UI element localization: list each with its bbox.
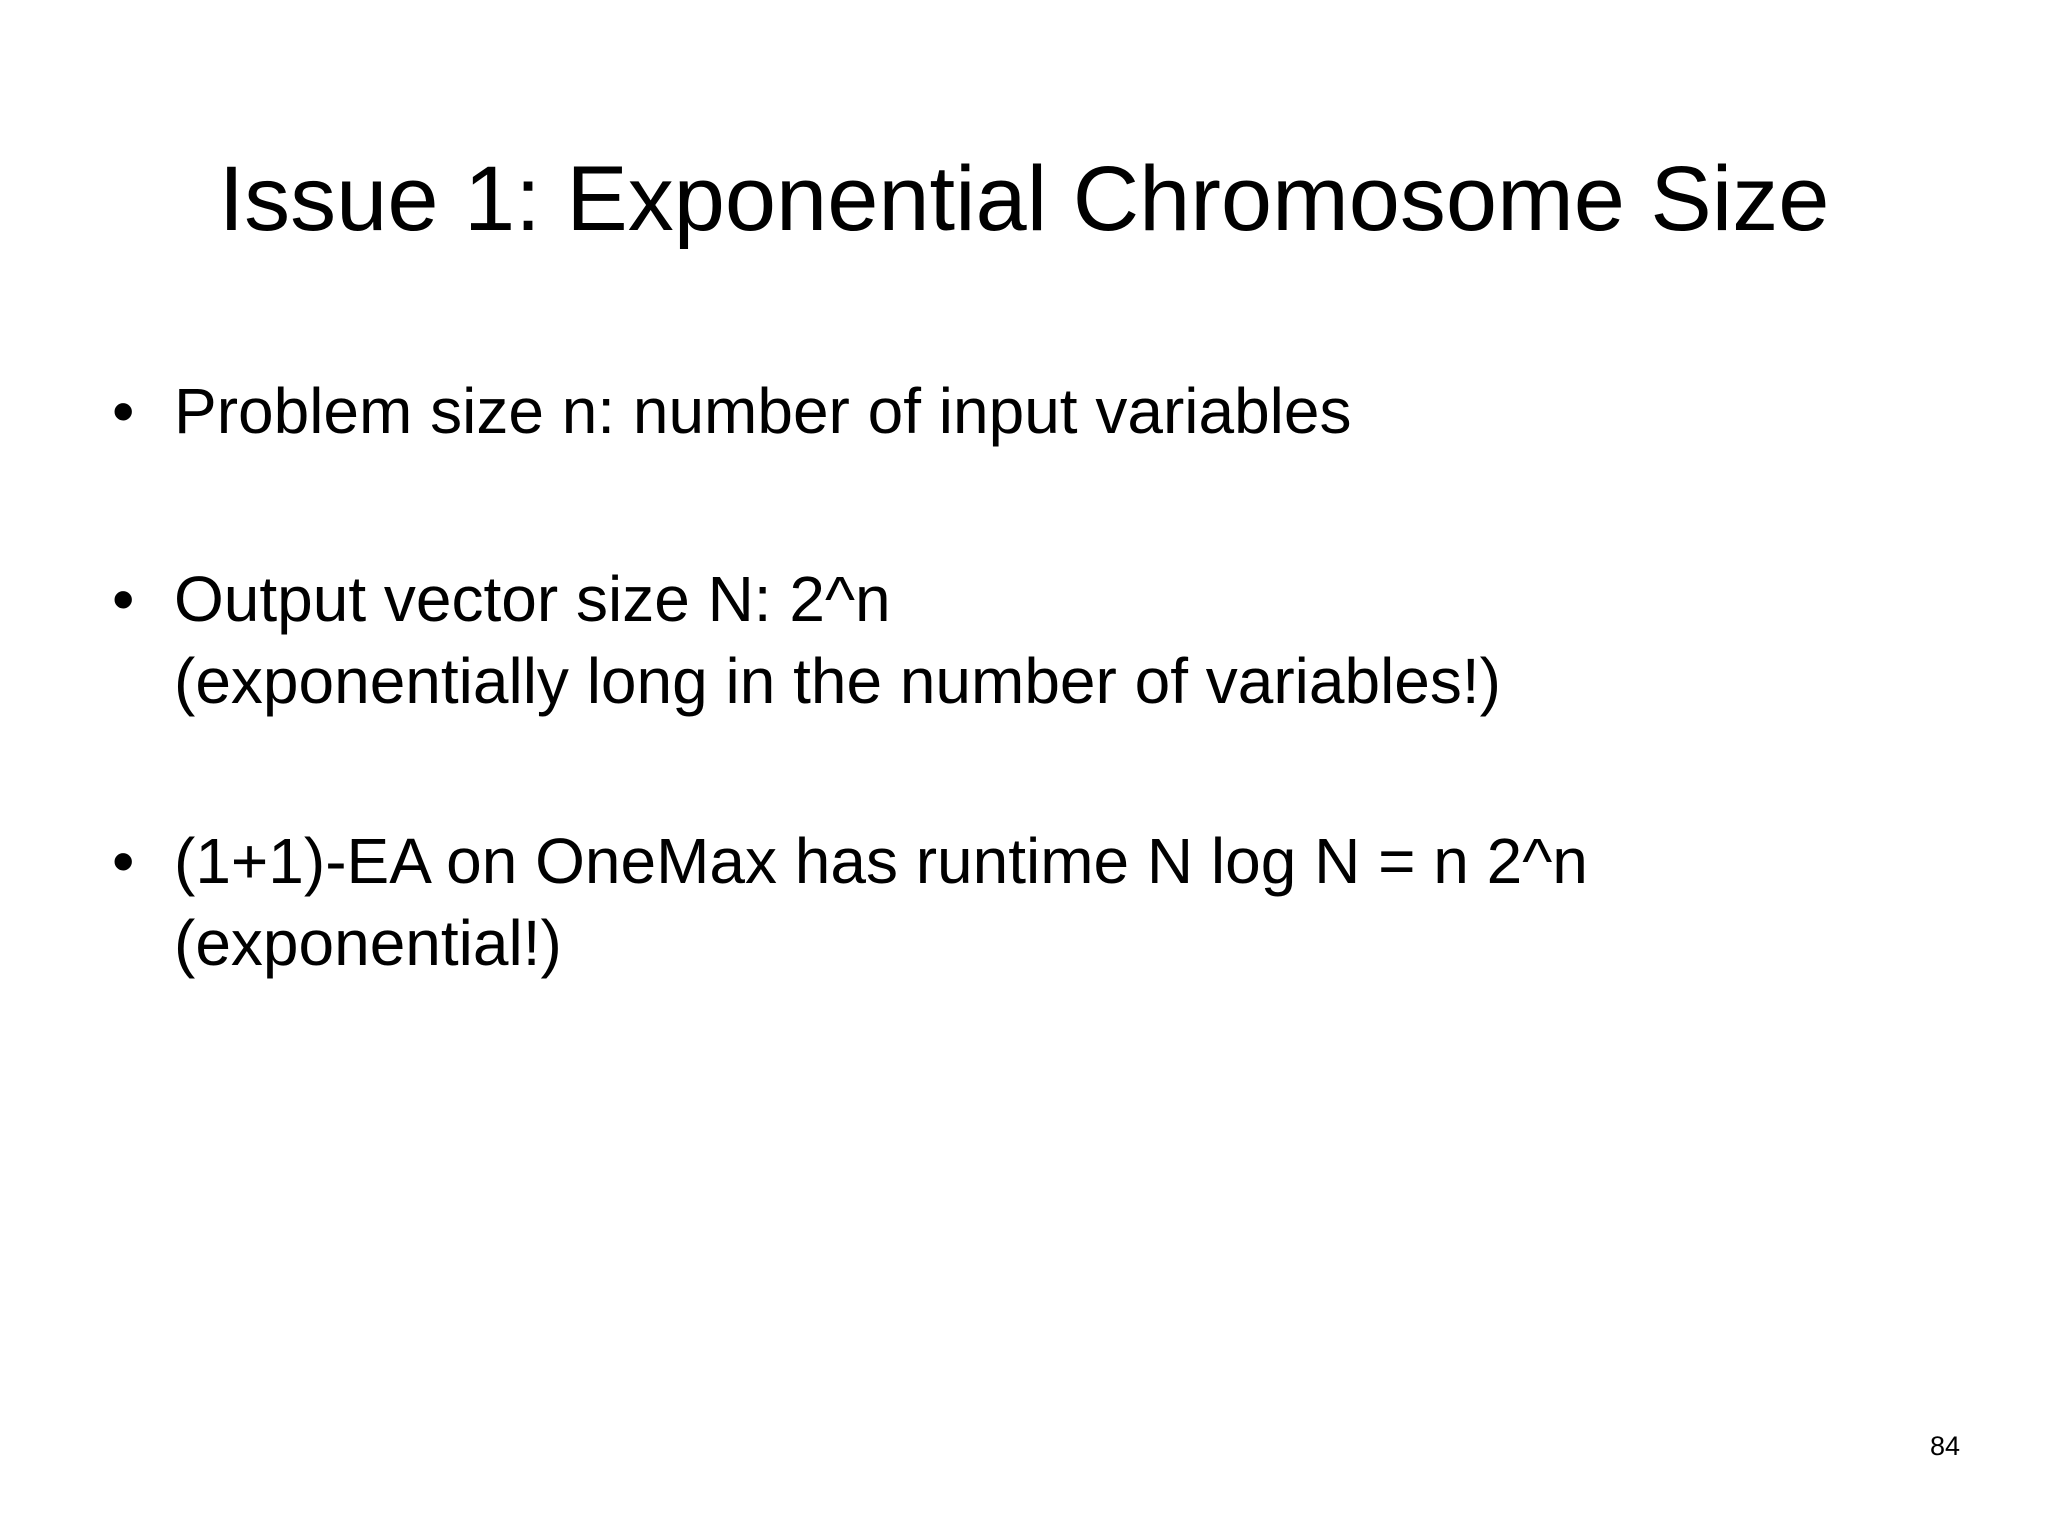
bullet-line: (exponential!) [174,907,562,979]
page-number: 84 [1929,1431,1960,1461]
bullet-text [174,558,1501,722]
bullet-line: Problem size n: number of input variables [174,375,1352,447]
bullet-marker: • [112,375,135,447]
bullet-line: (exponentially long in the number of variables!) [174,645,1501,717]
bullet-line: Output vector size N: 2^n [174,563,891,635]
bullet-marker: • [112,563,135,635]
bullet-text [174,370,1351,452]
slide-title: Issue 1: Exponential Chromosome Size [218,148,1830,250]
bullet-marker: • [112,825,135,897]
bullet-line: (1+1)-EA on OneMax has runtime N log N = n 2^n [174,825,1588,897]
bullet-text [174,820,1588,984]
